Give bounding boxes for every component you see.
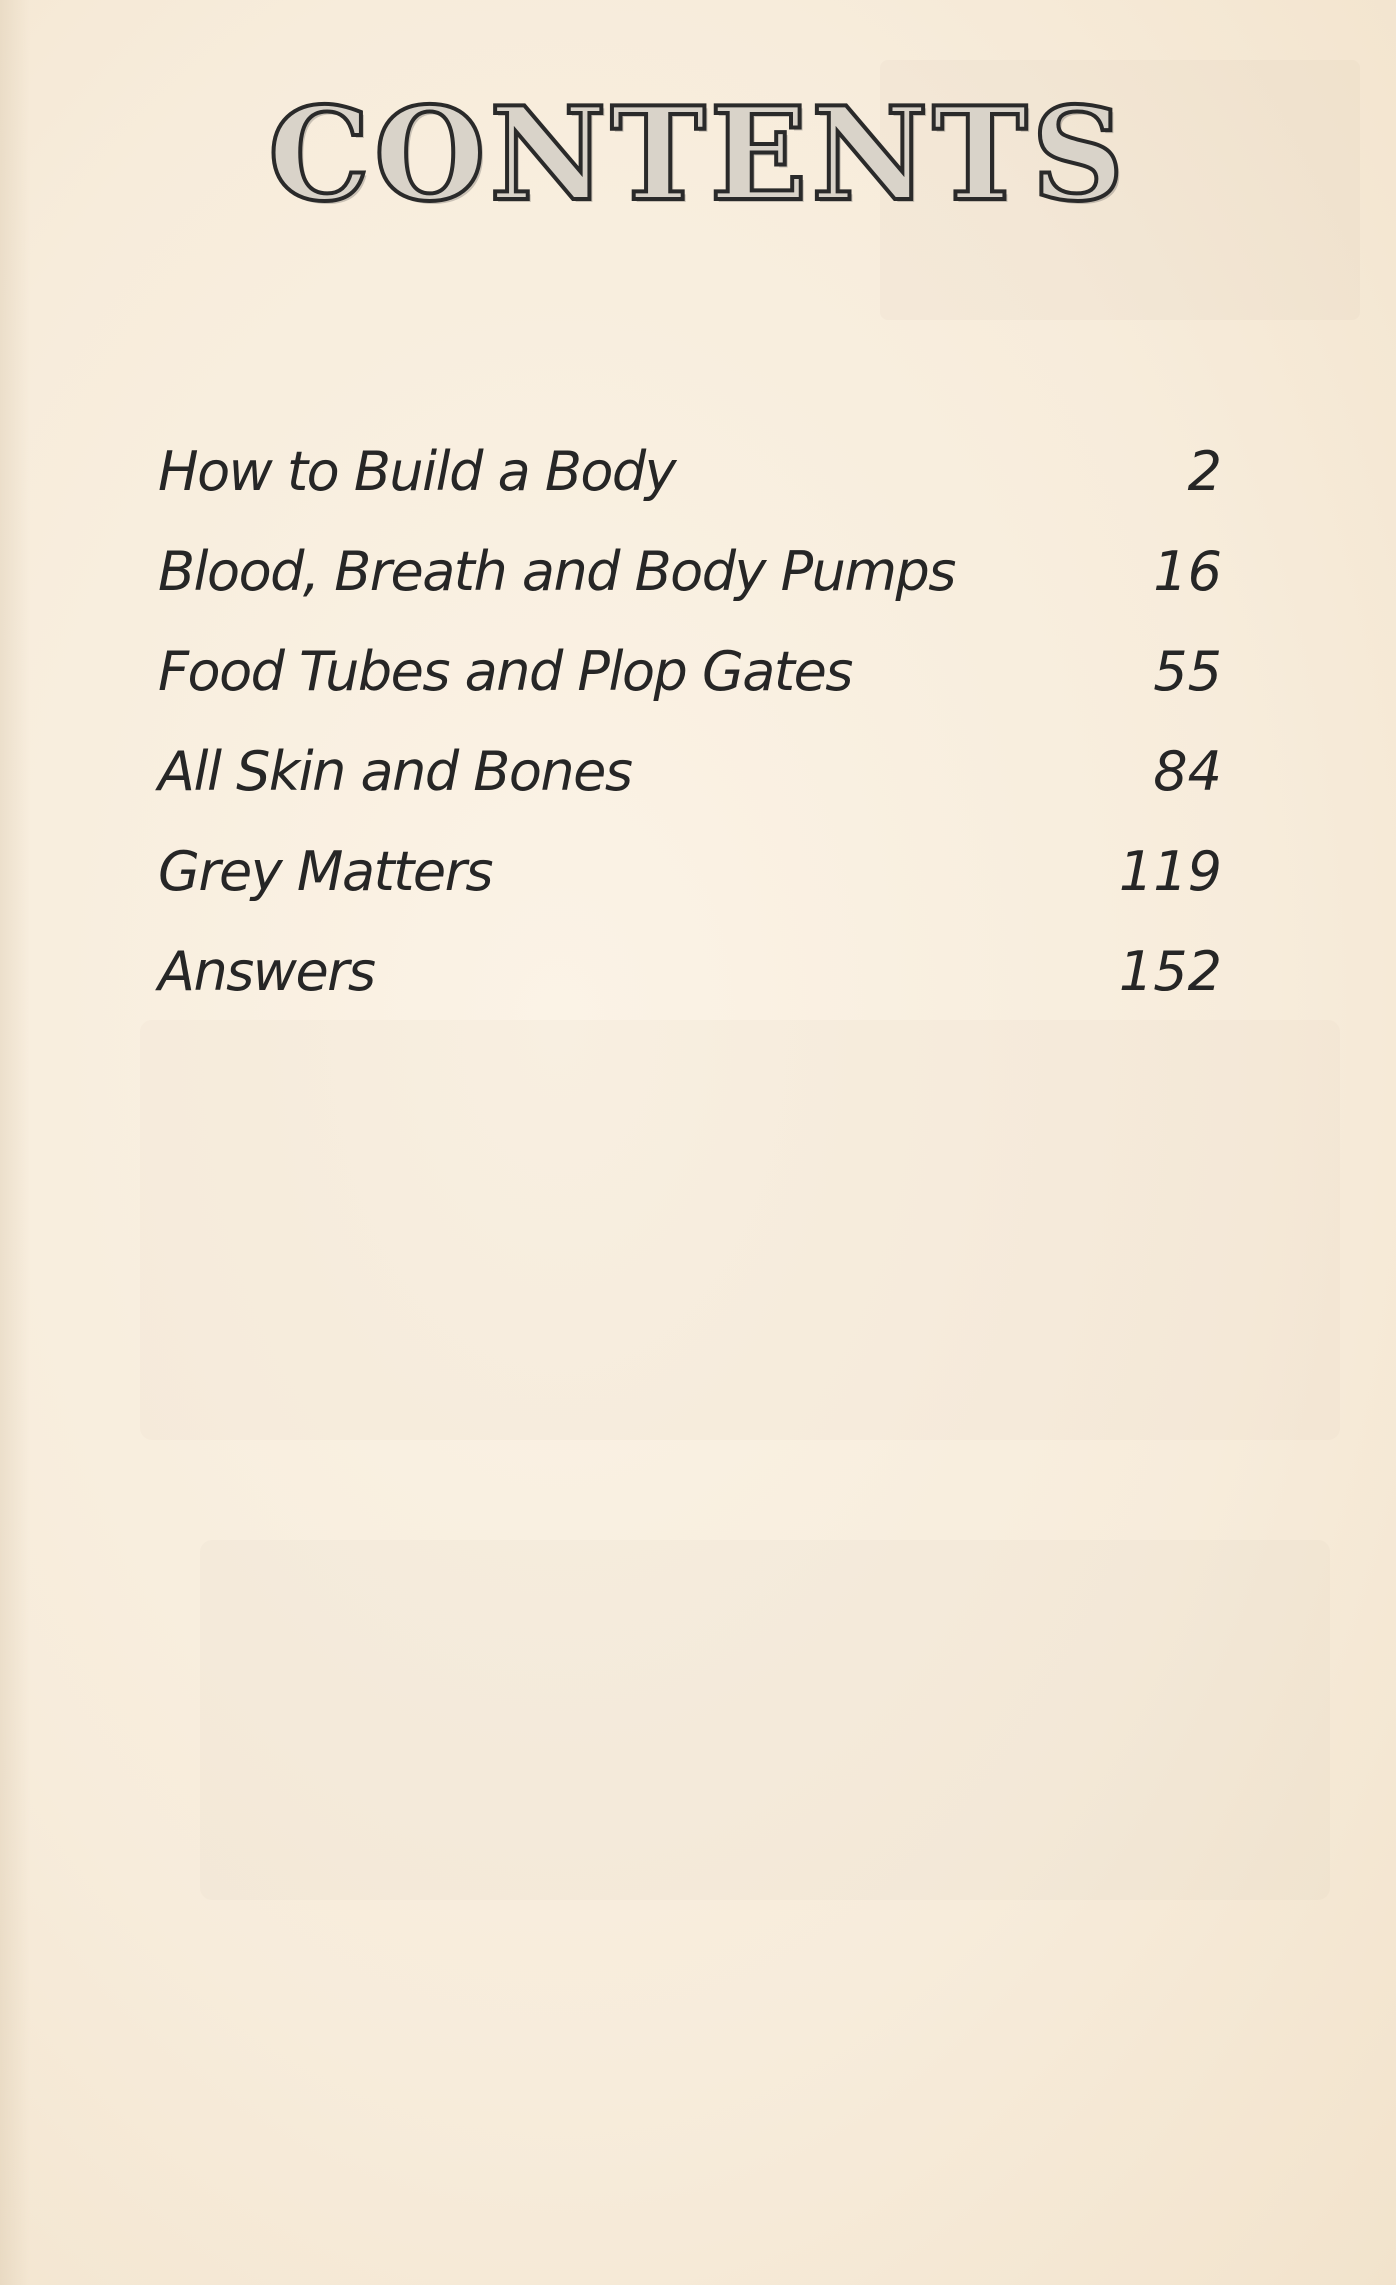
show-through-block [200,1540,1330,1900]
page-title: CONTENTS [268,80,1128,230]
table-of-contents [158,440,1222,1040]
toc-entry-title: Grey Matters [158,840,492,903]
toc-entry[interactable] [158,540,1222,640]
page-edge-shadow [0,0,30,2285]
toc-entry-title: All Skin and Bones [158,740,632,803]
toc-entry-page: 16 [1153,540,1222,603]
toc-entry-title: Food Tubes and Plop Gates [158,640,852,703]
toc-entry-title: Blood, Breath and Body Pumps [158,540,955,603]
toc-entry[interactable] [158,640,1222,740]
toc-entry-page: 119 [1118,840,1222,903]
toc-entry[interactable] [158,840,1222,940]
toc-entry[interactable] [158,740,1222,840]
toc-entry-title: How to Build a Body [158,440,676,503]
toc-entry[interactable] [158,940,1222,1040]
toc-entry-title: Answers [158,940,375,1003]
show-through-block [140,1020,1340,1440]
toc-entry-page: 84 [1153,740,1222,803]
toc-entry[interactable] [158,440,1222,540]
toc-entry-page: 55 [1153,640,1222,703]
toc-entry-page: 2 [1187,440,1222,503]
toc-entry-page: 152 [1118,940,1222,1003]
